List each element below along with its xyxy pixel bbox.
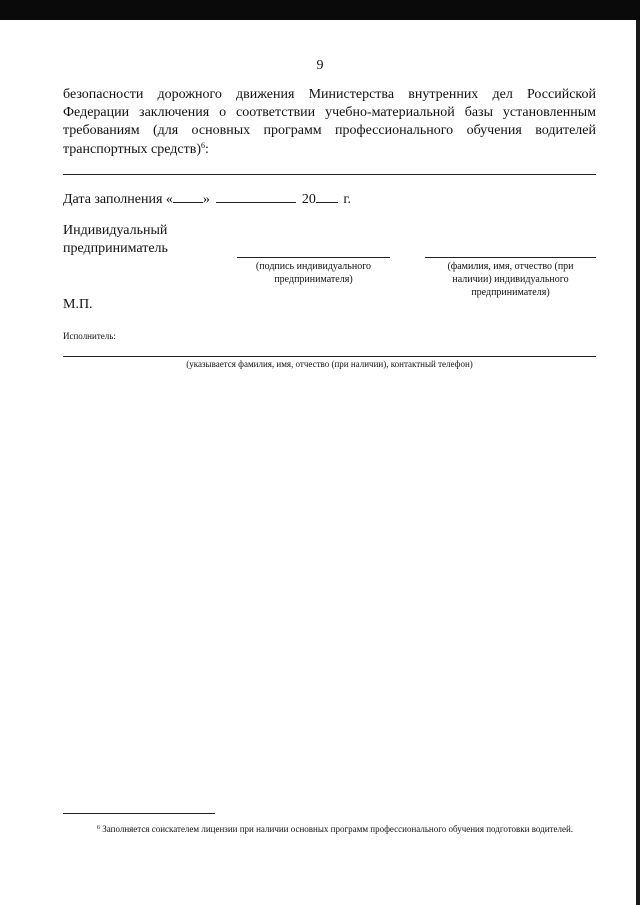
footnote-mark: 6 — [97, 825, 100, 831]
body-paragraph-text: безопасности дорожного движения Министерства внутренних дел Российской Федерации заключения о соответствии учебно-материальной базы установленным требованиям (для основных программ профессионального обучения водителей транспортных средств) — [63, 87, 596, 157]
paragraph-underline — [63, 174, 596, 175]
body-paragraph-end: : — [205, 141, 209, 157]
footnote-separator — [63, 813, 215, 814]
date-close-quote: » — [202, 192, 210, 207]
page-number: 9 — [316, 58, 324, 73]
footnote — [63, 823, 596, 836]
year-prefix: 20 — [301, 192, 316, 207]
executor-line[interactable] — [63, 356, 596, 357]
day-blank[interactable] — [173, 190, 203, 203]
full-name-line[interactable] — [425, 257, 596, 258]
seal-label: М.П. — [63, 297, 93, 312]
month-blank[interactable] — [216, 190, 296, 203]
signature-line[interactable] — [237, 257, 390, 258]
footnote-reference: 6 — [201, 140, 206, 150]
scan-right-border — [636, 20, 640, 905]
full-name-caption: (фамилия, имя, отчество (при наличии) индивидуального предпринимателя) — [447, 261, 574, 298]
year-suffix: г. — [343, 192, 352, 207]
executor-label: Исполнитель: — [63, 331, 116, 341]
date-label: Дата заполнения « — [63, 192, 173, 207]
signature-caption: (подпись индивидуального предпринимателя) — [255, 261, 372, 285]
footnote-text: Заполняется соискателем лицензии при наличии основных программ профессионального обучения подготовки водителей. — [102, 824, 574, 834]
entrepreneur-label: Индивидуальный предприниматель — [63, 223, 168, 256]
year-blank[interactable] — [316, 190, 338, 203]
scan-top-border — [0, 0, 640, 20]
body-paragraph — [63, 86, 596, 159]
executor-caption: (указывается фамилия, имя, отчество (при наличии), контактный телефон) — [186, 359, 473, 369]
date-fill-line — [63, 190, 351, 208]
